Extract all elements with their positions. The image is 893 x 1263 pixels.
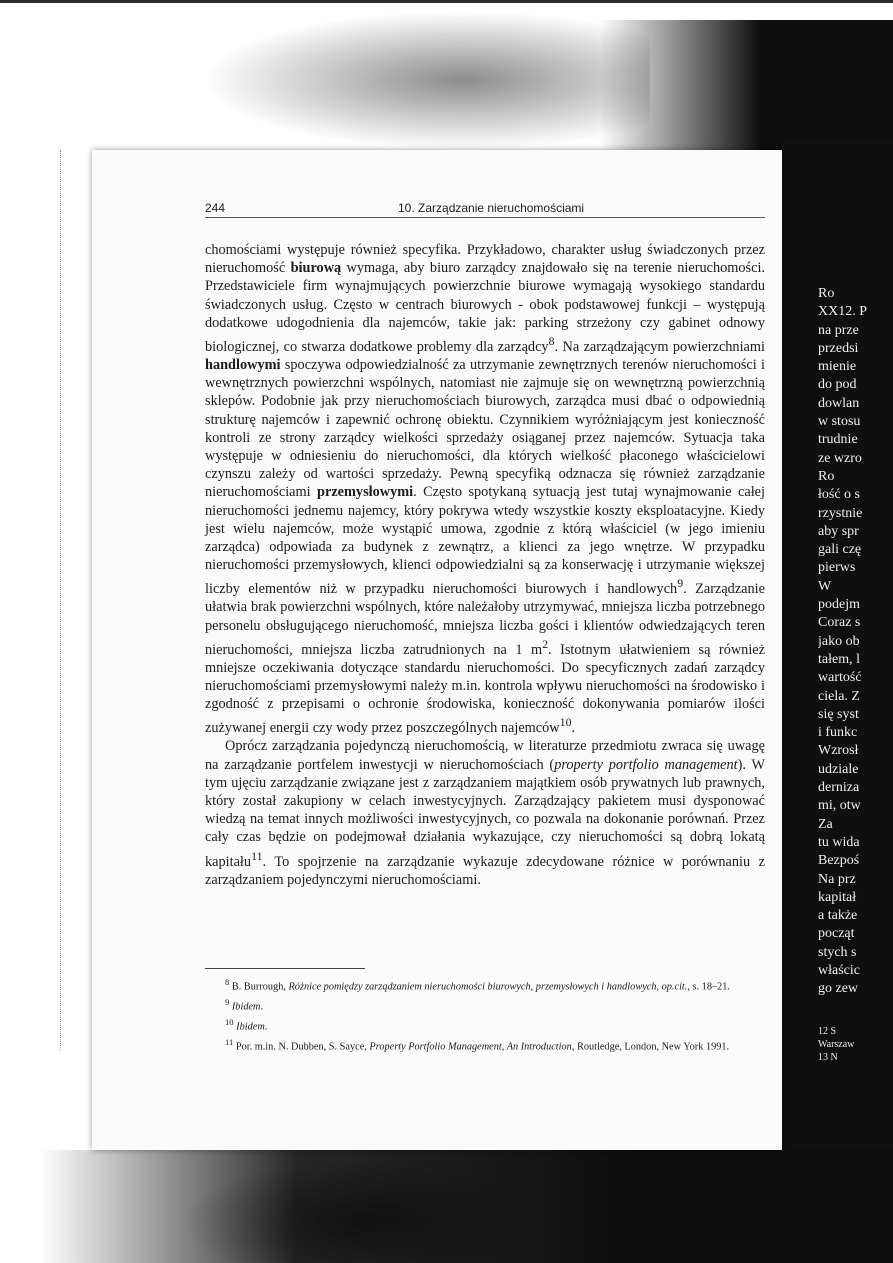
facing-page-line: derniza <box>818 780 860 796</box>
facing-page-line: podejm <box>818 597 860 613</box>
footnote-ref-10[interactable]: 10 <box>559 715 572 730</box>
scan-shadow-top <box>600 20 893 150</box>
facing-page-line: Ro <box>818 468 835 484</box>
facing-page-line: gali czę <box>818 542 862 558</box>
facing-page-line: począt <box>818 926 855 942</box>
bold-term-retail: handlowymi <box>205 356 281 373</box>
facing-page-line: aby spr <box>818 523 859 539</box>
superscript-m2: 2 <box>542 636 549 651</box>
facing-page-footnote-line: 12 S <box>818 1026 837 1037</box>
scan-speckle-bottom <box>180 1160 540 1263</box>
footnotes <box>205 974 770 1054</box>
facing-page-footnote-fragments <box>818 1025 893 1064</box>
italic-term: property portfolio management <box>554 756 738 773</box>
facing-page-line: i funkc <box>818 725 858 741</box>
header-rule <box>205 217 765 218</box>
facing-page-line: Coraz s <box>818 615 861 631</box>
facing-page-footnote-line: 13 N <box>818 1052 838 1063</box>
bold-term-office: biurową <box>290 260 342 277</box>
facing-page-line: udziale <box>818 761 859 777</box>
facing-page-line: pierws <box>818 560 856 576</box>
facing-page-line: się syst <box>818 706 859 722</box>
footnote-ref-8[interactable]: 8 <box>548 334 555 349</box>
footnote-ref-11[interactable]: 11 <box>251 848 263 863</box>
facing-page-line: tałem, l <box>818 651 860 667</box>
facing-page-line: stych s <box>818 944 857 960</box>
footnote-9: $^9$ Ibidem. <box>225 996 264 1013</box>
facing-page-line: Bezpoś <box>818 853 860 869</box>
paragraph-2: Oprócz zarządzania pojedynczą nieruchomością, w literaturze przedmiotu zwraca się uwagę na zarządzanie portfelem inwestycji w nieruchomościach (property portfolio management). W tym ujęciu zarządzanie związane jest z zarządzaniem majątkiem osób prywatnych lub prawnych, który został zakupiony w celach inwestycyjnych. Zarządzający pakietem musi dysponować wiedzą na temat innych możliwości inwestycyjnych, co pozwala na dokonanie porównań. Przez cały czas będzie on podejmował działania wykazujące, czy nieruchomości są dobrą lokatą kapitału$^{11}$. To spojrzenie na zarządzanie wykazuje zdecydowane różnice w porównaniu z zarządzaniem pojedynczymi nieruchomościami. <box>205 738 765 888</box>
facing-page-line: dowlan <box>818 395 860 411</box>
facing-page-line: mienie <box>818 359 857 375</box>
facing-page-line: łość o s <box>818 487 860 503</box>
facing-page-line: mi, otw <box>818 798 861 814</box>
facing-page-line: trudnie <box>818 432 858 448</box>
facing-page-line: przedsi <box>818 340 859 356</box>
facing-page-line: Za <box>818 816 833 832</box>
facing-page-line: XX12. P <box>818 304 868 320</box>
facing-page-line: tu wida <box>818 834 860 850</box>
facing-page-line: właścic <box>818 962 860 978</box>
facing-page-line: a także <box>818 908 858 924</box>
scan-speckle-top <box>180 5 650 155</box>
footnote-11: $^{11}$ Por. m.in. N. Dubben, S. Sayce, Property Portfolio Management, An Introduction, Routledge, London, New York 1991. <box>225 1036 730 1053</box>
facing-page-line: ciela. Z <box>818 688 860 704</box>
facing-page-line: rzystnie <box>818 505 863 521</box>
facing-page-line: Wzrosł <box>818 743 859 759</box>
top-scan-edge <box>0 0 893 3</box>
facing-page-line: Ro <box>818 286 835 301</box>
footnote-8: $^8$ B. Burrough, Różnice pomiędzy zarządzaniem nieruchomości biurowych, przemysłowych i handlowych, op.cit., s. 18–21. <box>225 977 730 993</box>
bold-term-industrial: przemysłowymi <box>317 484 414 501</box>
facing-page-line: kapitał <box>818 889 857 905</box>
facing-page-line: go zew <box>818 981 859 997</box>
body-text <box>205 241 765 889</box>
left-margin-marks <box>60 150 63 1050</box>
facing-page-line: Na prz <box>818 871 856 887</box>
facing-page-line: W <box>818 578 832 594</box>
facing-page-line: na prze <box>818 322 859 338</box>
running-title: 10. Zarządzanie nieruchomościami <box>398 201 585 215</box>
facing-page-line: ze wzro <box>818 450 862 466</box>
footnote-10: $^{10}$ Ibidem. <box>225 1016 268 1033</box>
facing-page-line: wartość <box>818 670 862 686</box>
page-number: 244 <box>205 201 226 215</box>
facing-page-line: w stosu <box>818 414 861 430</box>
footnote-rule <box>205 968 365 969</box>
facing-page-fragments <box>818 285 893 999</box>
paragraph-1: chomościami występuje również specyfika. Przykładowo, charakter usług świadczonych przez nieruchomość biurową wymaga, aby biuro zarządcy znajdowało się na terenie nieruchomości. Przedstawiciele firm wynajmujących powierzchnie biurowe wymagają wysokiego standardu świadczonych usług. Często w centrach biurowych - obok podstawowej funkcji – występują dodatkowe udogodnienia dla najemców, takie jak: parking strzeżony czy gabinet odnowy biologicznej, co stwarza dodatkowe problemy dla zarządcy$^8$. Na zarządzającym powierzchniami handlowymi spoczywa odpowiedzialność za utrzymanie zewnętrznych terenów nieruchomości i wewnętrznych powierzchni wspólnych, natomiast nie zajmuje się on wewnętrzną powierzchnią sklepów. Podobnie jak przy nieruchomościach biurowych, zarządca musi dbać o odpowiednią strukturę najemców i zapewnić ochronę obiektu. Czynnikiem wyróżniającym jest konieczność kontroli ze strony zarządcy wielkości sprzedaży osiąganej przez najemców. Sytuacja taka występuje w odniesieniu do nieruchomości, dla których wielkość płaconego właścicielowi czynszu zależy od wartości sprzedaży. Pewną specyfiką odznacza się również zarządzanie nieruchomościami przemysłowymi. Często spotykaną sytuacją jest tutaj wynajmowanie całej nieruchomości jednemu najemcy, który pokrywa wtedy wszystkie koszty eksploatacyjne. Kiedy jest wielu najemców, może wystąpić umowa, zgodnie z którą właściciel (w jego imieniu zarządca) odpowiada za budynek z zewnątrz, a klienci za jego wnętrze. W przypadku nieruchomości przemysłowych, klienci odpowiedzialni są za konserwację i utrzymanie większej liczby elementów niż w przypadku nieruchomości biurowych i handlowych$^9$. Zarządzanie ułatwia brak powierzchni wspólnych, które należałoby utrzymywać, mniejsza liczba potrzebnego personelu obsługującego nieruchomość, mniejsza liczba gości i klientów odwiedzających teren nieruchomości, mniejsza liczba zatrudnionych na 1 $m^2$. Istotnym ułatwieniem są również mniejsze oczekiwania dotyczące standardu nieruchomości. Do specyficznych zadań zarządcy nieruchomościami przemysłowymi należy m.in. kontrola wpływu nieruchomości na środowisko i zgodność z przepisami o ochronie środowiska, konieczność dokonywania pomiarów ilości zużywanej energii czy wody przez poszczególnych najemców$^{10}$. <box>205 242 765 737</box>
facing-page-footnote-line: Warszaw <box>818 1039 855 1050</box>
footnote-ref-9[interactable]: 9 <box>677 576 684 591</box>
facing-page-line: do pod <box>818 377 857 393</box>
facing-page-line: jako ob <box>818 633 860 649</box>
